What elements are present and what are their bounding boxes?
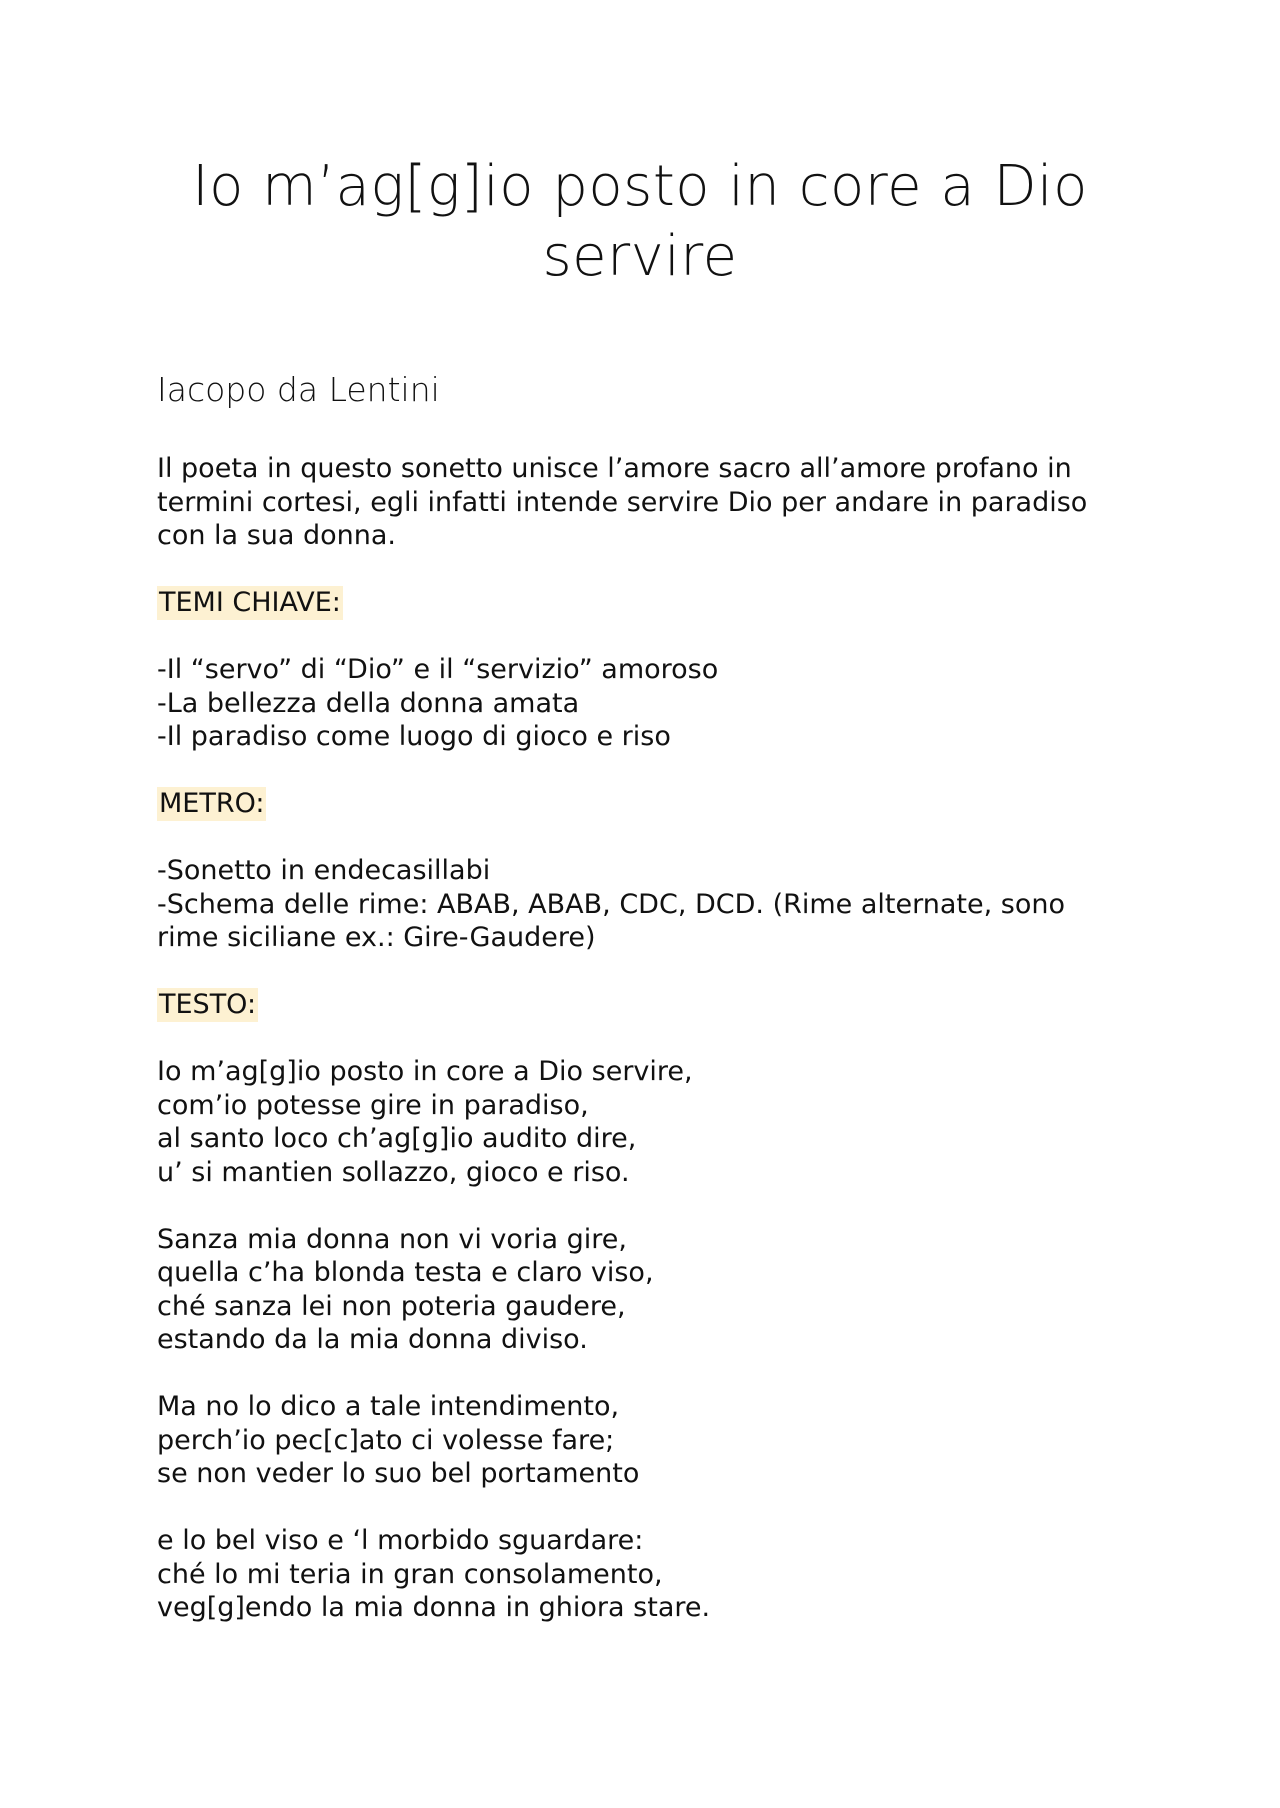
poem-verse: ché sanza lei non poteria gaudere, — [157, 1290, 626, 1322]
poem-verse: se non veder lo suo bel portamento — [157, 1458, 640, 1489]
poem-verse: al santo loco ch’ag[g]io audito dire, — [157, 1123, 637, 1154]
author-name: Iacopo da Lentini — [157, 370, 440, 409]
poem-stanza — [157, 1390, 1117, 1491]
poem-verse: quella c’ha blonda testa e claro viso, — [157, 1257, 654, 1288]
temi-item: -Il paradiso come luogo di gioco e riso — [157, 721, 671, 752]
temi-item: -Il “servo” di “Dio” e il “servizio” amoroso — [157, 654, 719, 685]
poem-verse: com’io potesse gire in paradiso, — [157, 1089, 589, 1121]
metro-section — [157, 787, 1117, 955]
page-title: Io m’ag[g]io posto in core a Dio servire — [192, 154, 1088, 289]
poem-verse: Ma no lo dico a tale intendimento, — [157, 1391, 620, 1422]
metro-heading: METRO: — [159, 788, 265, 819]
poem-stanza — [157, 1524, 1117, 1625]
temi-item: -La bellezza della donna amata — [157, 687, 580, 719]
metro-item: -Schema delle rime: ABAB, ABAB, CDC, DCD. (Rime alternate, sono rime siciliane ex.: Gire-Gaudere) — [157, 888, 1065, 953]
poem-verse: veg[g]endo la mia donna in ghiora stare. — [157, 1592, 711, 1623]
poem-stanza — [157, 1055, 1117, 1189]
temi-heading: TEMI CHIAVE: — [159, 587, 341, 618]
intro-paragraph: Il poeta in questo sonetto unisce l’amore sacro all’amore profano in termini cortesi, egli infatti intende servire Dio per andare in paradiso con la sua donna. — [157, 453, 1088, 551]
testo-heading: TESTO: — [159, 989, 257, 1020]
temi-section — [157, 586, 1117, 754]
poem-verse: u’ si mantien sollazzo, gioco e riso. — [157, 1156, 630, 1188]
poem-stanza — [157, 1223, 1117, 1357]
poem-verse: estando da la mia donna diviso. — [157, 1324, 588, 1355]
metro-item: -Sonetto in endecasillabi — [157, 855, 491, 886]
poem-verse: ché lo mi teria in gran consolamento, — [157, 1558, 663, 1590]
testo-section — [157, 988, 1117, 1625]
document-body — [157, 370, 1117, 1625]
poem-verse: Sanza mia donna non vi voria gire, — [157, 1223, 627, 1255]
poem-verse: Io m’ag[g]io posto in core a Dio servire, — [157, 1056, 693, 1087]
poem-verse: e lo bel viso e ‘l morbido sguardare: — [157, 1525, 644, 1556]
poem-verse: perch’io pec[c]ato ci volesse fare; — [157, 1424, 615, 1456]
